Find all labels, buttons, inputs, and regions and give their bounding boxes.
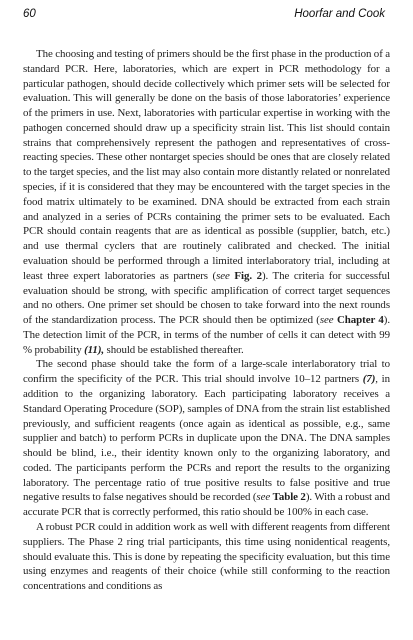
body-text	[23, 47, 390, 594]
emphasized-text: (11),	[84, 343, 105, 356]
text-run: A robust PCR could in addition work as well with different reagents from different suppliers. The Phase 2 ring trial participants, this time using nonidentical reagents, should evaluate this. This is done by repeating the specificity evaluation, but this time using enzymes and reagents of their choice (while still conforming to the reaction concentrations and conditions as	[23, 521, 390, 593]
text-run: The choosing and testing of primers should be the first phase in the production of a standard PCR. Here, laboratories, which are expert in PCR methodology for a particular pathogen, should decide collectively which primer sets will be selected for evaluation. This will generally be done on the basis of those laboratories’ experience of the primers in use. Next, laboratories with particular expertise in working with the pathogen concerned should draw up a specificity strain list. This list should contain strains that comprehensively represent the pathogen and representatives of cross-reacting species. These other nontarget species should be ones that are closely related to the target species, and the list may also contain more distantly related or nonrelated species, if it is considered that they may be encountered with the target species in the food matrix ultimately to be examined. DNA should be extracted from each strain and analyzed in a series of PCRs containing the primer sets to be evaluated. Each PCR should contain reagents that are as identical as possible (supplier, batch, etc.) and use thermal cyclers that are routinely calibrated and checked. The initial evaluation should be performed through a limited interlaboratory trial, including at least three expert laboratories as partners (	[23, 48, 390, 282]
text-run: The second phase should take the form of a large-scale interlaboratory trial to confirm the specificity of the PCR. This trial should involve 10–12 partners	[23, 358, 390, 386]
emphasized-text: see	[256, 491, 271, 504]
running-header	[23, 8, 390, 24]
emphasized-text: Table 2	[272, 491, 306, 504]
paragraph-reagent-robustness	[23, 520, 390, 594]
text-run: , in addition to the organizing laboratory. Each participating laboratory receives a Standard Operating Procedure (SOP), samples of DNA from the strain list established previously, and sufficient reagents (once again as identical as possible, e.g., same supplier and batch) to perform PCRs in duplicate upon the DNA. The DNA samples should be blind, i.e., their identity known only to the organizing laboratory, and coded. The participants perform the PCRs and report the results to the organizing laboratory. The percentage ratio of true positive results to false positive and true negative results to false negatives should be recorded (	[23, 373, 390, 504]
running-title: Hoorfar and Cook	[294, 8, 385, 20]
emphasized-text: Fig. 2	[234, 269, 262, 282]
emphasized-text: Chapter 4	[336, 314, 384, 327]
paragraph-primer-selection	[23, 47, 390, 357]
emphasized-text: see	[216, 269, 230, 282]
page-number: 60	[23, 8, 36, 20]
text-run: ). The criteria for successful evaluation should be strong, with specific amplification of correct target sequences and no others. One primer set should be chosen to take forward into the next rounds of the standardization process. The PCR should then be optimized (	[23, 269, 390, 327]
paragraph-interlaboratory-trial	[23, 357, 390, 520]
text-run: ). The detection limit of the PCR, in terms of the number of cells it can detect with 99 % probability	[23, 314, 390, 356]
text-run: should be established thereafter.	[104, 343, 244, 356]
emphasized-text: see	[319, 314, 334, 327]
text-run: ). With a robust and accurate PCR that is correctly performed, this ratio should be 100% in each case.	[23, 491, 391, 519]
emphasized-text: (7)	[362, 373, 376, 386]
